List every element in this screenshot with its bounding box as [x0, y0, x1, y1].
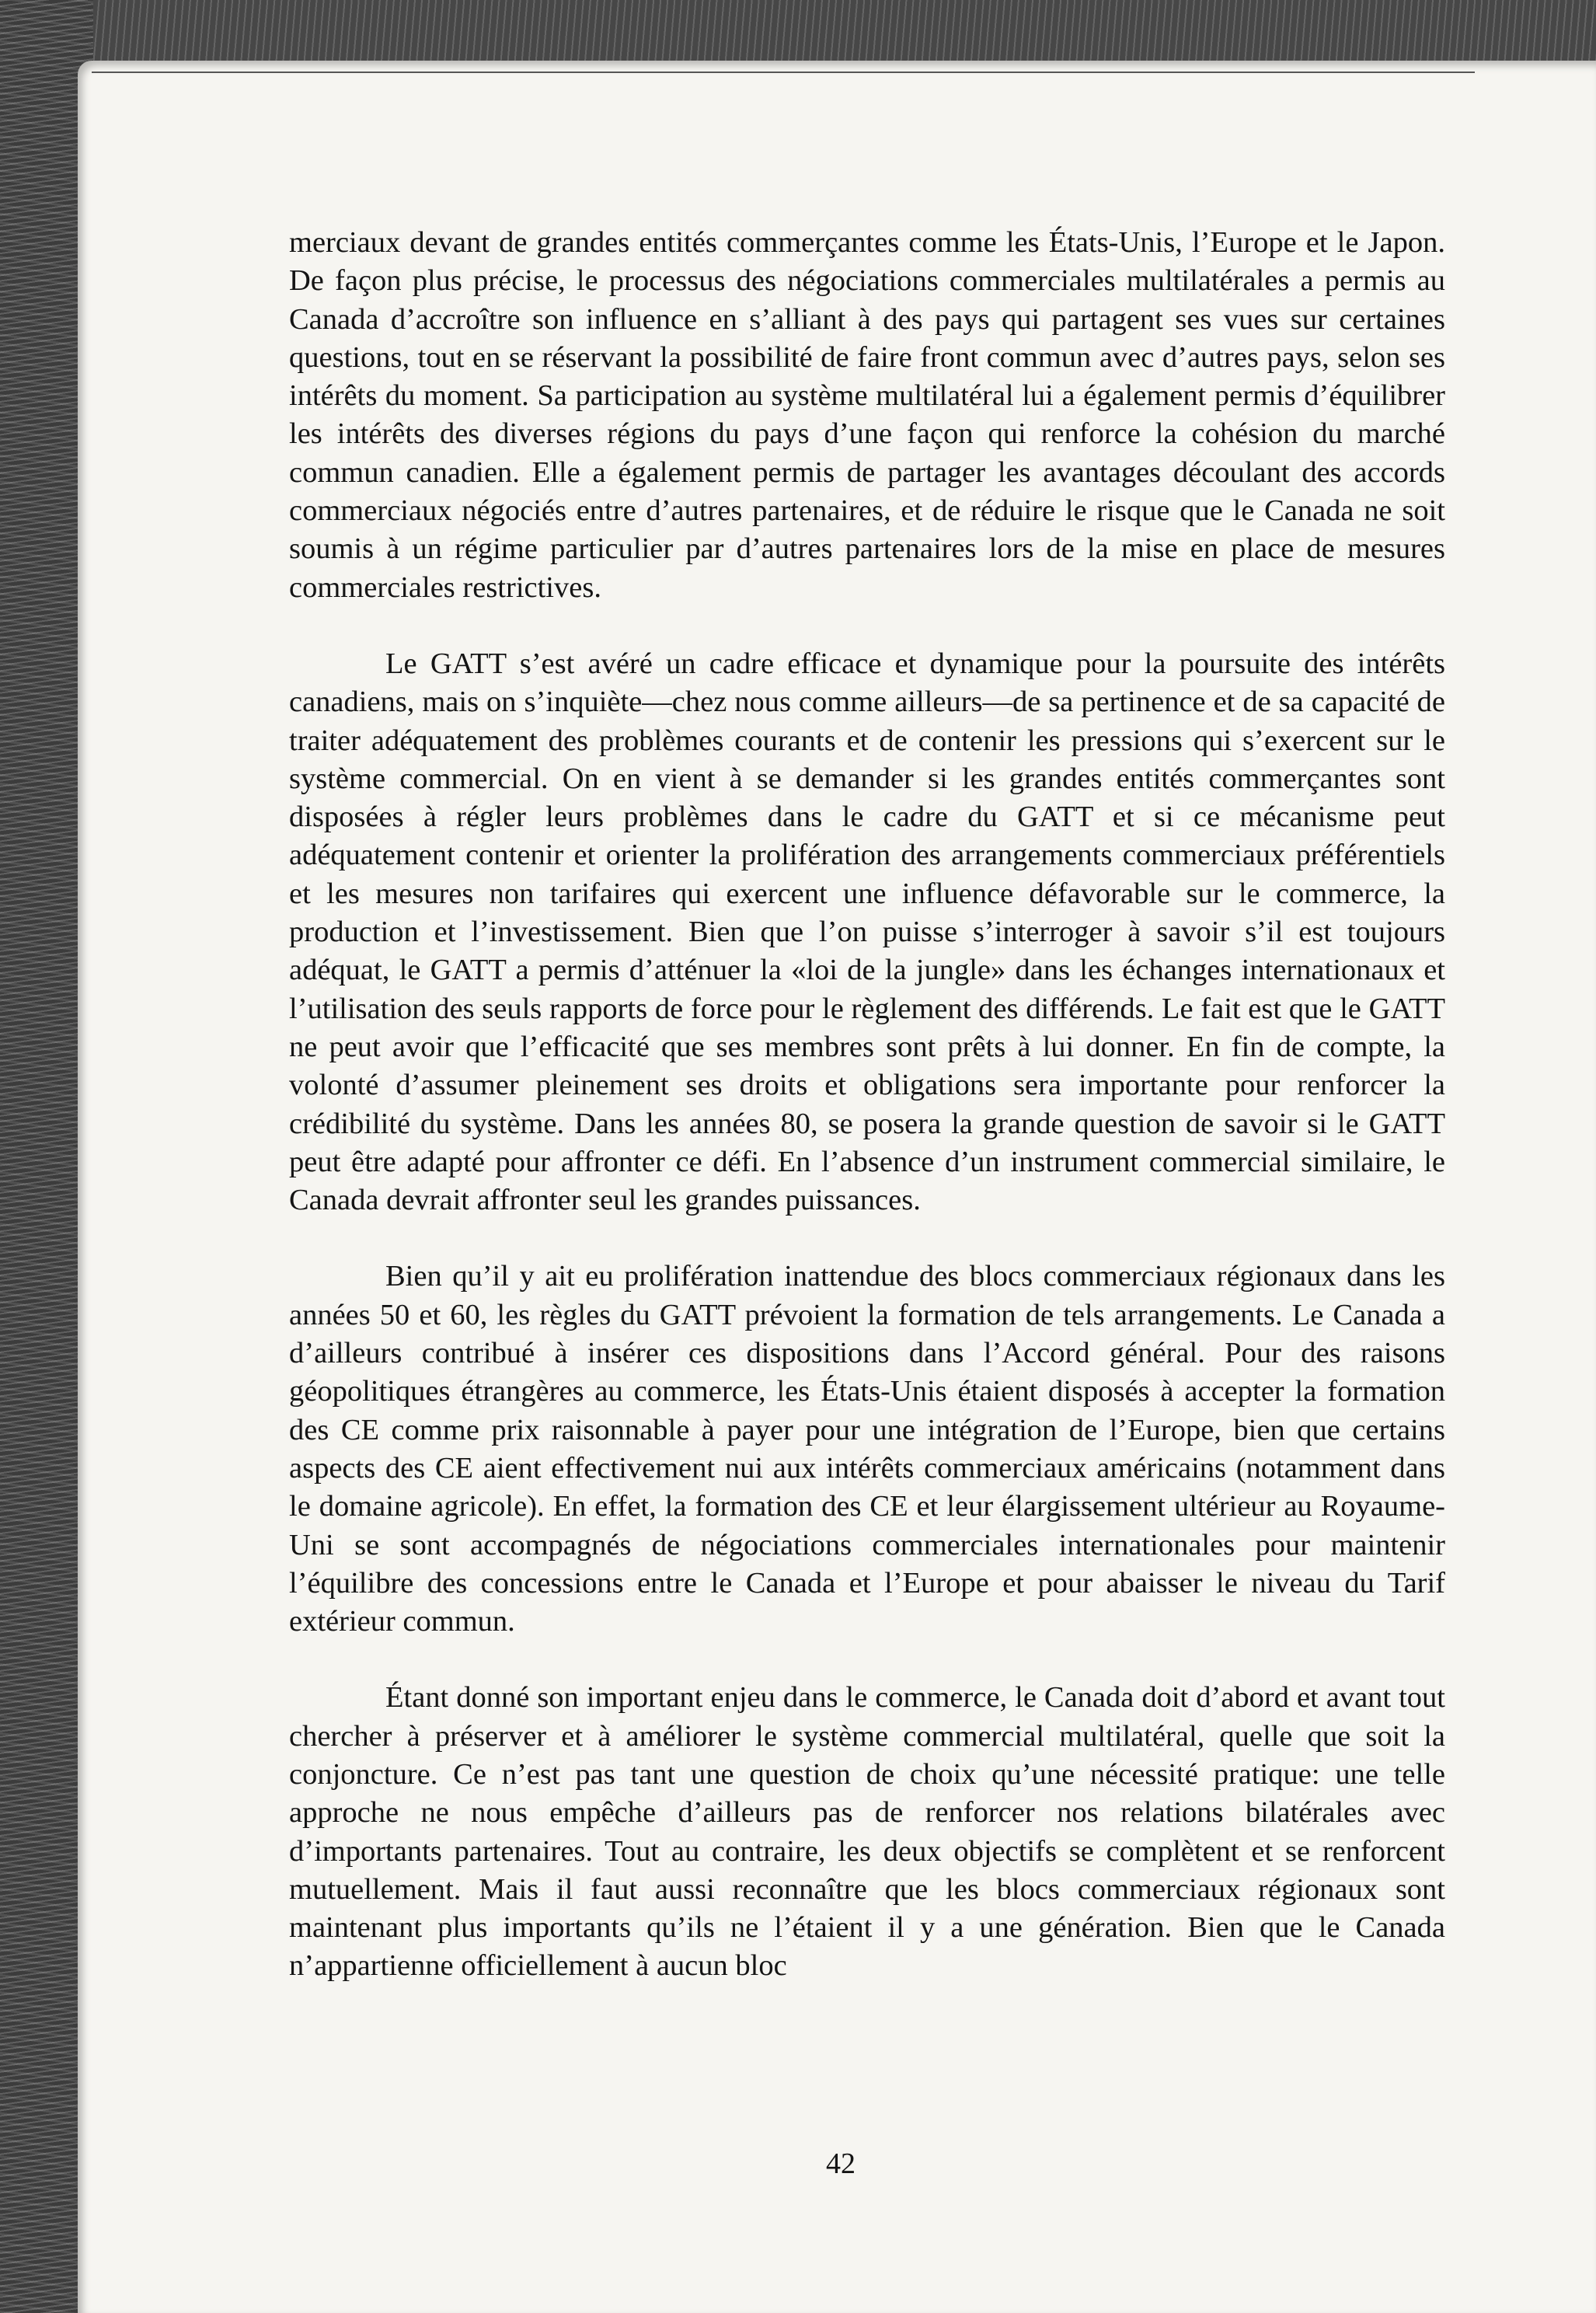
- page-number: 42: [826, 2147, 855, 2180]
- paragraph-gatt: Le GATT s’est avéré un cadre efficace et dynamique pour la poursuite des intérêts canadiens, mais on s’inquiète—chez nous comme ailleurs—de sa pertinence et de sa capacité de traiter adéquatement des problèmes courants et de contenir les pressions qui s’exercent sur le système commercial. On en vient à se demander si les grandes entités commerçantes sont disposées à régler leurs problèmes dans le cadre du GATT et si ce mécanisme peut adéquatement contenir et orienter la prolifération des arrangements commerciaux préférentiels et les mesures non tarifaires qui exercent une influence défavorable sur le commerce, la production et l’investissement. Bien que l’on puisse s’interroger à savoir s’il est toujours adéquat, le GATT a permis d’atténuer la «loi de la jungle» dans les échanges internationaux et l’utilisation des seuls rapports de force pour le règlement des différends. Le fait est que le GATT ne peut avoir que l’efficacité que ses membres sont prêts à lui donner. En fin de compte, la volonté d’assumer pleinement ses droits et obligations sera importante pour renforcer la crédibilité du système. Dans les années 80, se posera la grande question de savoir si le GATT peut être adapté pour affronter ce défi. En l’absence d’un instrument commercial similaire, le Canada devrait affronter seul les grandes puissances.: [289, 647, 1445, 1217]
- scan-border-top: [0, 0, 1596, 70]
- page-body: [289, 224, 1445, 1986]
- paragraph-regional-blocs: Bien qu’il y ait eu prolifération inattendue des blocs commerciaux régionaux dans les années 50 et 60, les règles du GATT prévoient la formation de tels arrangements. Le Canada a d’ailleurs contribué à insérer ces dispositions dans l’Accord général. Pour des raisons géopolitiques étrangères au commerce, les États-Unis étaient disposés à accepter la formation des CE comme prix raisonnable à payer pour une intégration de l’Europe, bien que certains aspects des CE aient effectivement nui aux intérêts commerciaux américains (notamment dans le domaine agricole). En effet, la formation des CE et leur élargissement ultérieur au Royaume-Uni se sont accompagnés de négociations commerciales internationales pour maintenir l’équilibre des concessions entre le Canada et l’Europe et pour abaisser le niveau du Tarif extérieur commun.: [289, 1260, 1445, 1638]
- paragraph-continuation: merciaux devant de grandes entités commerçantes comme les États-Unis, l’Europe et le Japon. De façon plus précise, le processus des négociations commerciales multilatérales a permis au Canada d’accroître son influence en s’alliant à des pays qui partagent ses vues sur certaines questions, tout en se réservant la possibilité de faire front commun avec d’autres pays, selon ses intérêts du moment. Sa participation au système multilatéral lui a également permis d’équilibrer les intérêts des diverses régions du pays d’une façon qui renforce la cohésion du marché commun canadien. Elle a également permis de partager les avantages découlant des accords commerciaux négociés entre d’autres partenaires, et de réduire le risque que le Canada ne soit soumis à un régime particulier par d’autres partenaires lors de la mise en place de mesures commerciales restrictives.: [289, 226, 1445, 604]
- page-top-edge-line: [92, 72, 1475, 73]
- paragraph-multilateral-system: Étant donné son important enjeu dans le commerce, le Canada doit d’abord et avant tout chercher à préserver et à améliorer le système commercial multilatéral, quelle que soit la conjoncture. Ce n’est pas tant une question de choix qu’une nécessité pratique: une telle approche ne nous empêche d’ailleurs pas de renforcer nos relations bilatérales avec d’importants partenaires. Tout au contraire, les deux objectifs se complètent et se renforcent mutuellement. Mais il faut aussi reconnaître que les blocs commerciaux régionaux sont maintenant plus importants qu’ils ne l’étaient il y a une génération. Bien que le Canada n’appartienne officiellement à aucun bloc: [289, 1681, 1445, 1983]
